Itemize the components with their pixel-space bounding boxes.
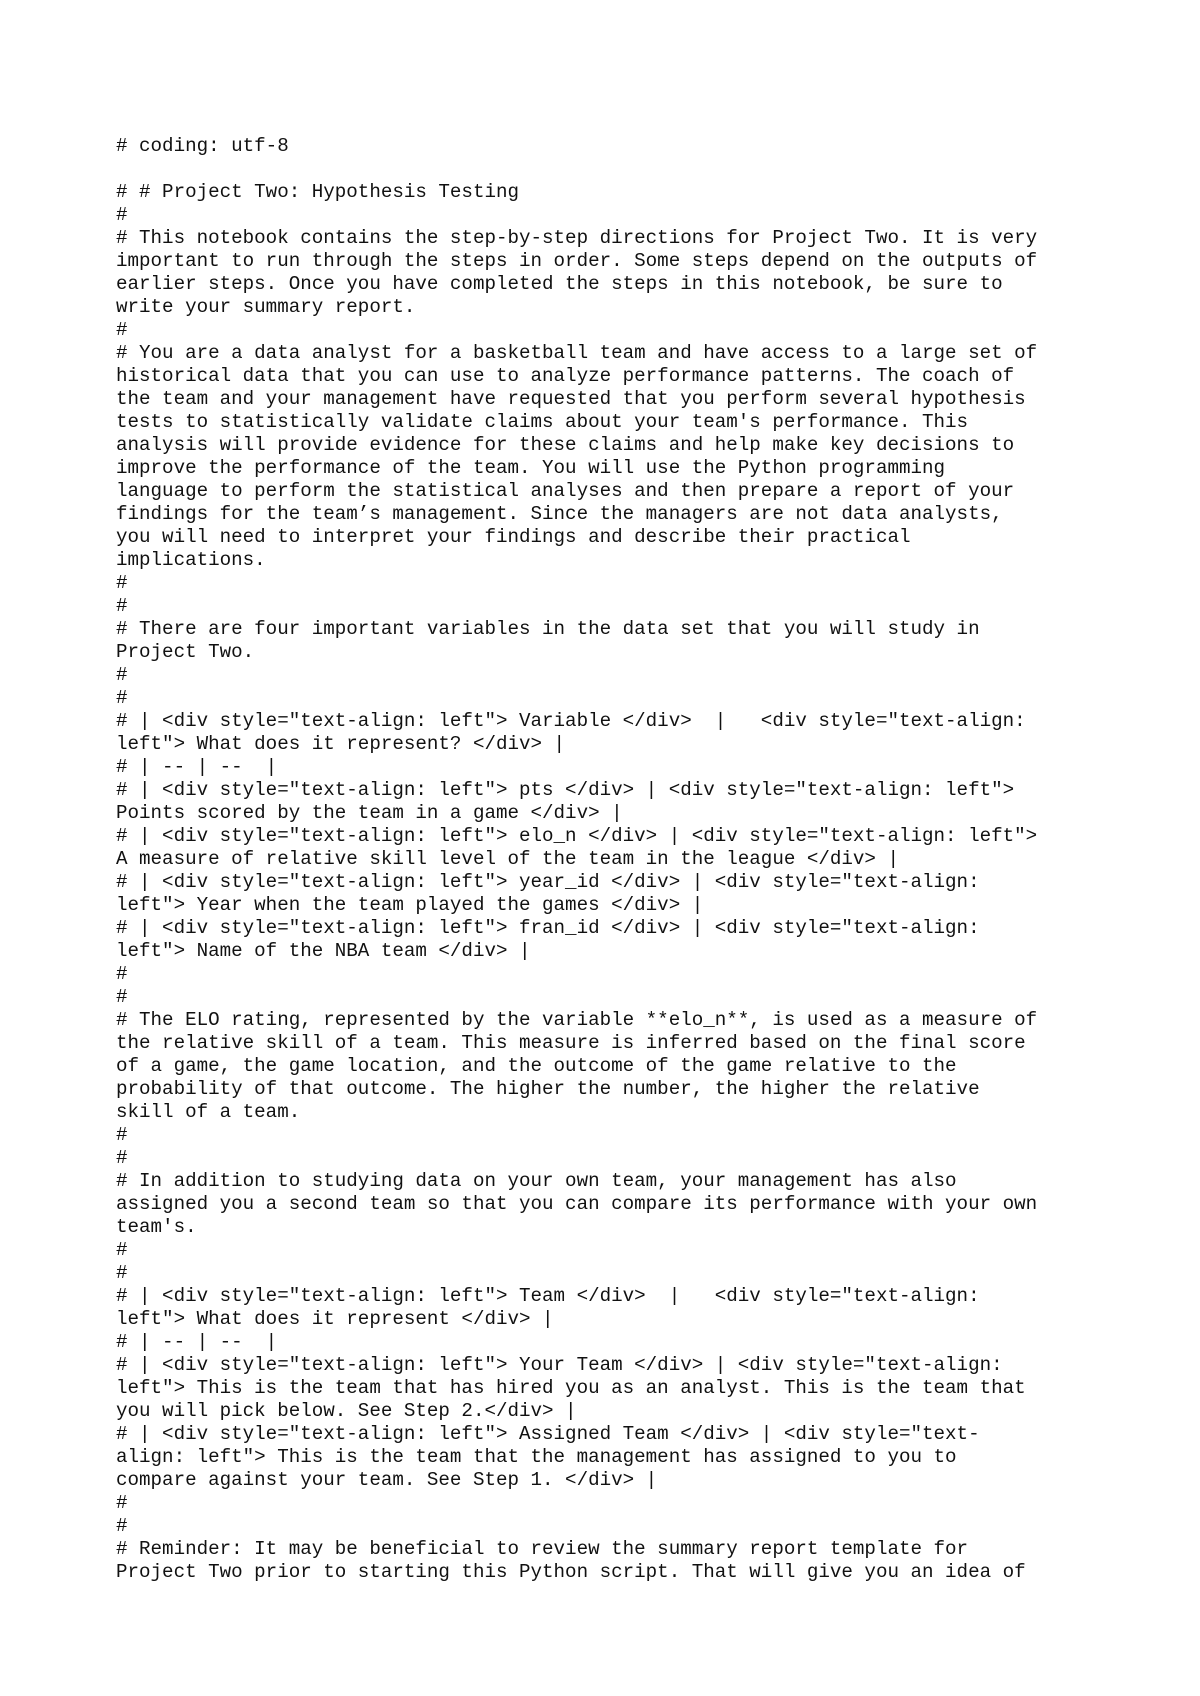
code-line: # | <div style="text-align: left"> Assigned Team </div> | <div style="text- [116, 1423, 980, 1445]
code-line: # # Project Two: Hypothesis Testing [116, 181, 520, 203]
code-line: # coding: utf-8 [116, 135, 289, 157]
code-line: left"> What does it represent </div> | [116, 1308, 554, 1330]
code-line: Project Two. [116, 641, 255, 663]
code-line: # [116, 204, 128, 226]
code-line: team's. [116, 1216, 197, 1238]
code-line: # [116, 572, 128, 594]
code-line: write your summary report. [116, 296, 416, 318]
code-line: improve the performance of the team. You will use the Python programming [116, 457, 946, 479]
code-line: # | <div style="text-align: left"> Your Team </div> | <div style="text-align: [116, 1354, 1003, 1376]
code-listing [116, 135, 1116, 1584]
code-line: language to perform the statistical analyses and then prepare a report of your [116, 480, 1015, 502]
code-line: historical data that you can use to analyze performance patterns. The coach of [116, 365, 1015, 387]
code-line: A measure of relative skill level of the team in the league </div> | [116, 848, 899, 870]
code-line: # The ELO rating, represented by the variable **elo_n**, is used as a measure of [116, 1009, 1038, 1031]
code-line: # [116, 319, 128, 341]
code-line: Project Two prior to starting this Python script. That will give you an idea of [116, 1561, 1026, 1583]
code-line: # | <div style="text-align: left"> Variable </div> | <div style="text-align: [116, 710, 1026, 732]
code-line: # [116, 1124, 128, 1146]
code-line: # [116, 1147, 128, 1169]
code-line: # There are four important variables in the data set that you will study in [116, 618, 980, 640]
code-line: # You are a data analyst for a basketball team and have access to a large set of [116, 342, 1038, 364]
code-line: # This notebook contains the step-by-step directions for Project Two. It is very [116, 227, 1038, 249]
code-line: # [116, 986, 128, 1008]
code-line: left"> What does it represent? </div> | [116, 733, 566, 755]
code-line: assigned you a second team so that you can compare its performance with your own [116, 1193, 1038, 1215]
code-line: probability of that outcome. The higher the number, the higher the relative [116, 1078, 980, 1100]
code-line: # | -- | -- | [116, 756, 278, 778]
code-line: compare against your team. See Step 1. </div> | [116, 1469, 658, 1491]
code-line: align: left"> This is the team that the management has assigned to you to [116, 1446, 957, 1468]
code-line: # [116, 963, 128, 985]
code-line: # | -- | -- | [116, 1331, 278, 1353]
code-line: # [116, 664, 128, 686]
code-line: left"> Name of the NBA team </div> | [116, 940, 531, 962]
code-line: tests to statistically validate claims about your team's performance. This [116, 411, 969, 433]
code-line: left"> This is the team that has hired you as an analyst. This is the team that [116, 1377, 1026, 1399]
code-line: # [116, 1239, 128, 1261]
code-line: # | <div style="text-align: left"> year_id </div> | <div style="text-align: [116, 871, 980, 893]
code-line: earlier steps. Once you have completed the steps in this notebook, be sure to [116, 273, 1003, 295]
code-line: # In addition to studying data on your own team, your management has also [116, 1170, 957, 1192]
code-line: you will pick below. See Step 2.</div> | [116, 1400, 577, 1422]
code-line: # | <div style="text-align: left"> Team </div> | <div style="text-align: [116, 1285, 980, 1307]
code-line: # | <div style="text-align: left"> pts </div> | <div style="text-align: left"> [116, 779, 1015, 801]
code-line: the team and your management have requested that you perform several hypothesis [116, 388, 1026, 410]
code-line: left"> Year when the team played the games </div> | [116, 894, 704, 916]
code-line: analysis will provide evidence for these claims and help make key decisions to [116, 434, 1015, 456]
code-line: the relative skill of a team. This measure is inferred based on the final score [116, 1032, 1026, 1054]
code-line [116, 158, 1116, 181]
code-line: findings for the team’s management. Since the managers are not data analysts, [116, 503, 1003, 525]
code-line: # | <div style="text-align: left"> elo_n </div> | <div style="text-align: left"> [116, 825, 1038, 847]
code-line: you will need to interpret your findings and describe their practical [116, 526, 911, 548]
code-line: skill of a team. [116, 1101, 301, 1123]
code-line: # [116, 1262, 128, 1284]
code-line: # | <div style="text-align: left"> fran_id </div> | <div style="text-align: [116, 917, 980, 939]
code-line: of a game, the game location, and the outcome of the game relative to the [116, 1055, 957, 1077]
code-line: Points scored by the team in a game </div> | [116, 802, 623, 824]
code-line: # [116, 1492, 128, 1514]
code-line: # [116, 687, 128, 709]
code-line: implications. [116, 549, 266, 571]
code-line: # [116, 595, 128, 617]
code-line: important to run through the steps in order. Some steps depend on the outputs of [116, 250, 1038, 272]
code-line: # [116, 1515, 128, 1537]
code-line: # Reminder: It may be beneficial to review the summary report template for [116, 1538, 969, 1560]
